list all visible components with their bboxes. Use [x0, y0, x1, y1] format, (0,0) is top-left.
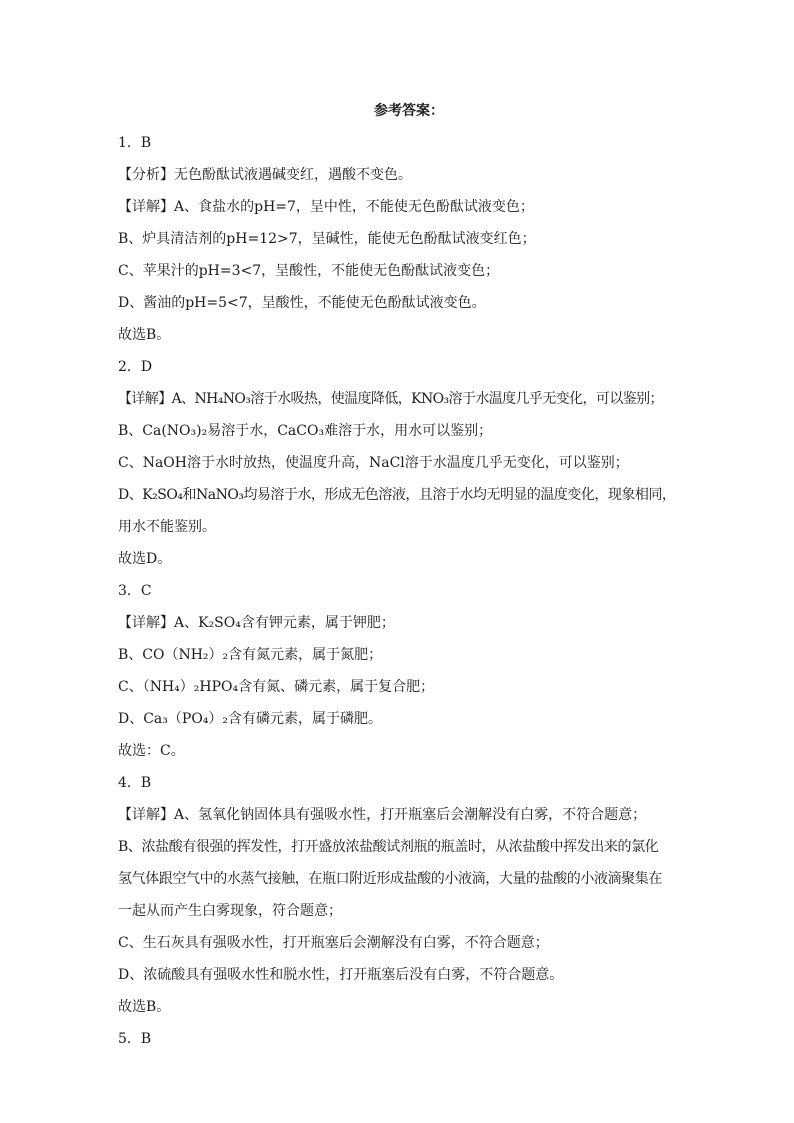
explanation-line: D、K₂SO₄和NaNO₃均易溶于水，形成无色溶液，且溶于水均无明显的温度变化，现象相同，	[118, 487, 676, 503]
explanation-line: 用水不能鉴别。	[118, 519, 216, 535]
answer-lines	[118, 127, 688, 1055]
answer-number: 3．C	[118, 583, 152, 599]
page-title: 参考答案：	[374, 103, 444, 119]
analysis-line: 【分析】无色酚酞试液遇碱变红，遇酸不变色。	[118, 167, 412, 183]
conclusion-line: 故选B。	[118, 327, 171, 343]
conclusion-line: 故选：C。	[118, 743, 185, 759]
explanation-line: D、Ca₃（PO₄）₂含有磷元素，属于磷肥。	[118, 711, 383, 727]
answer-sheet	[118, 95, 688, 1055]
answer-number: 2．D	[118, 359, 153, 375]
explanation-line: C、苹果汁的pH=3<7，呈酸性，不能使无色酚酞试液变色；	[118, 263, 500, 279]
conclusion-line: 故选B。	[118, 999, 171, 1015]
explanation-line: B、Ca(NO₃)₂易溶于水，CaCO₃难溶于水，用水可以鉴别；	[118, 423, 493, 439]
explanation-line: B、炉具清洁剂的pH=12>7，呈碱性，能使无色酚酞试液变红色；	[118, 231, 536, 247]
explanation-line: C、NaOH溶于水时放热，使温度升高，NaCl溶于水温度几乎无变化，可以鉴别；	[118, 455, 629, 471]
answer-number: 1．B	[118, 135, 152, 151]
answer-number: 4．B	[118, 775, 152, 791]
explanation-line: 一起从而产生白雾现象，符合题意；	[118, 903, 342, 919]
explanation-line: 【详解】A、食盐水的pH=7，呈中性，不能使无色酚酞试液变色；	[118, 199, 534, 215]
explanation-line: D、浓硫酸具有强吸水性和脱水性，打开瓶塞后没有白雾，不符合题意。	[118, 967, 564, 983]
explanation-line: 【详解】A、NH₄NO₃溶于水吸热，使温度降低，KNO₃溶于水温度几乎无变化，可以鉴别；	[118, 391, 663, 407]
explanation-line: C、生石灰具有强吸水性，打开瓶塞后会潮解没有白雾，不符合题意；	[118, 935, 549, 951]
explanation-line: B、CO（NH₂）₂含有氮元素，属于氮肥；	[118, 647, 383, 663]
explanation-line: 氢气体跟空气中的水蒸气接触，在瓶口附近形成盐酸的小液滴，大量的盐酸的小液滴聚集在	[118, 871, 662, 887]
conclusion-line: 故选D。	[118, 551, 172, 567]
answer-number: 5．B	[118, 1031, 152, 1047]
explanation-line: 【详解】A、K₂SO₄含有钾元素，属于钾肥；	[118, 615, 395, 631]
explanation-line: D、酱油的pH=5<7，呈酸性，不能使无色酚酞试液变色。	[118, 295, 486, 311]
explanation-line: 【详解】A、氢氧化钠固体具有强吸水性，打开瓶塞后会潮解没有白雾，不符合题意；	[118, 807, 647, 823]
explanation-line: B、浓盐酸有很强的挥发性，打开盛放浓盐酸试剂瓶的瓶盖时，从浓盐酸中挥发出来的氯化	[118, 839, 659, 855]
explanation-line: C、（NH₄）₂HPO₄含有氮、磷元素，属于复合肥；	[118, 679, 435, 695]
